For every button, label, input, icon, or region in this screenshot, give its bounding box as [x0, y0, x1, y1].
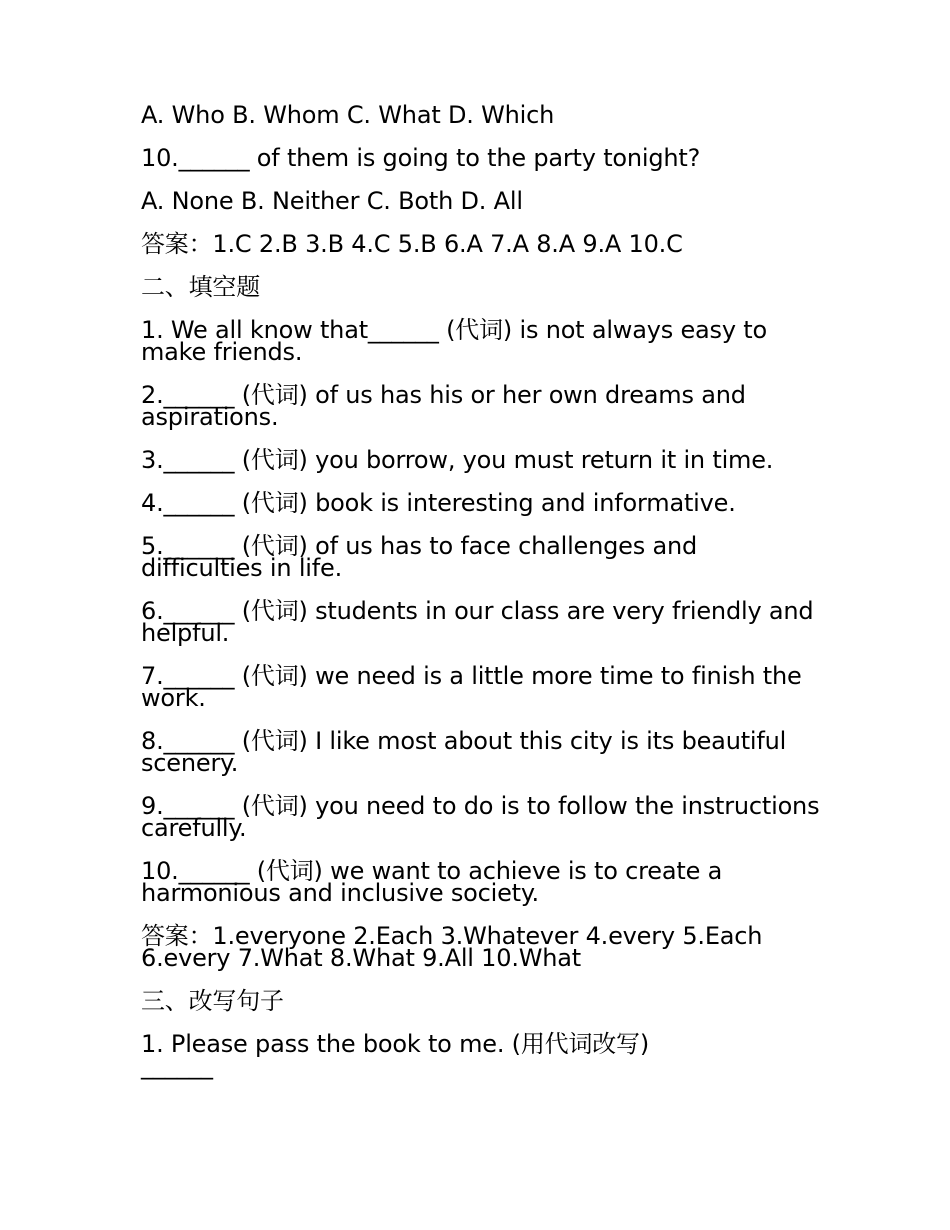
answer-key-section-1: 答案：1.C 2.B 3.B 4.C 5.B 6.A 7.A 8.A 9.A 10.C: [141, 230, 683, 258]
section-heading-rewrite: 三、改写句子: [141, 987, 284, 1015]
question-10: 10.______ of them is going to the party tonight?: [141, 144, 701, 172]
rewrite-question-1: 1. Please pass the book to me. (用代词改写): [141, 1030, 650, 1058]
section-heading-fill-in: 二、填空题: [141, 273, 260, 301]
answer-blank-line: ______: [141, 1052, 213, 1080]
fill-in-question-4: 4.______ (代词) book is interesting and informative.: [141, 489, 736, 517]
fill-in-question-7: 7.______ (代词) we need is a little more time to finish the work.: [141, 662, 802, 712]
options-question-10: A. None B. Neither C. Both D. All: [141, 187, 523, 215]
fill-in-question-10: 10.______ (代词) we want to achieve is to create a harmonious and inclusive society.: [141, 857, 723, 907]
fill-in-question-2: 2.______ (代词) of us has his or her own dreams and aspirations.: [141, 381, 746, 431]
fill-in-question-8: 8.______ (代词) I like most about this city is its beautiful scenery.: [141, 727, 787, 777]
fill-in-question-1: 1. We all know that______ (代词) is not always easy to make friends.: [141, 316, 767, 366]
options-question-9: A. Who B. Whom C. What D. Which: [141, 101, 555, 129]
fill-in-question-5: 5.______ (代词) of us has to face challenges and difficulties in life.: [141, 532, 698, 582]
document-page: [141, 101, 821, 1101]
fill-in-question-3: 3.______ (代词) you borrow, you must return it in time.: [141, 446, 774, 474]
answer-key-section-2: 答案：1.everyone 2.Each 3.Whatever 4.every 5.Each 6.every 7.What 8.What 9.All 10.What: [141, 922, 763, 972]
fill-in-question-6: 6.______ (代词) students in our class are very friendly and helpful.: [141, 597, 814, 647]
fill-in-question-9: 9.______ (代词) you need to do is to follow the instructions carefully.: [141, 792, 820, 842]
